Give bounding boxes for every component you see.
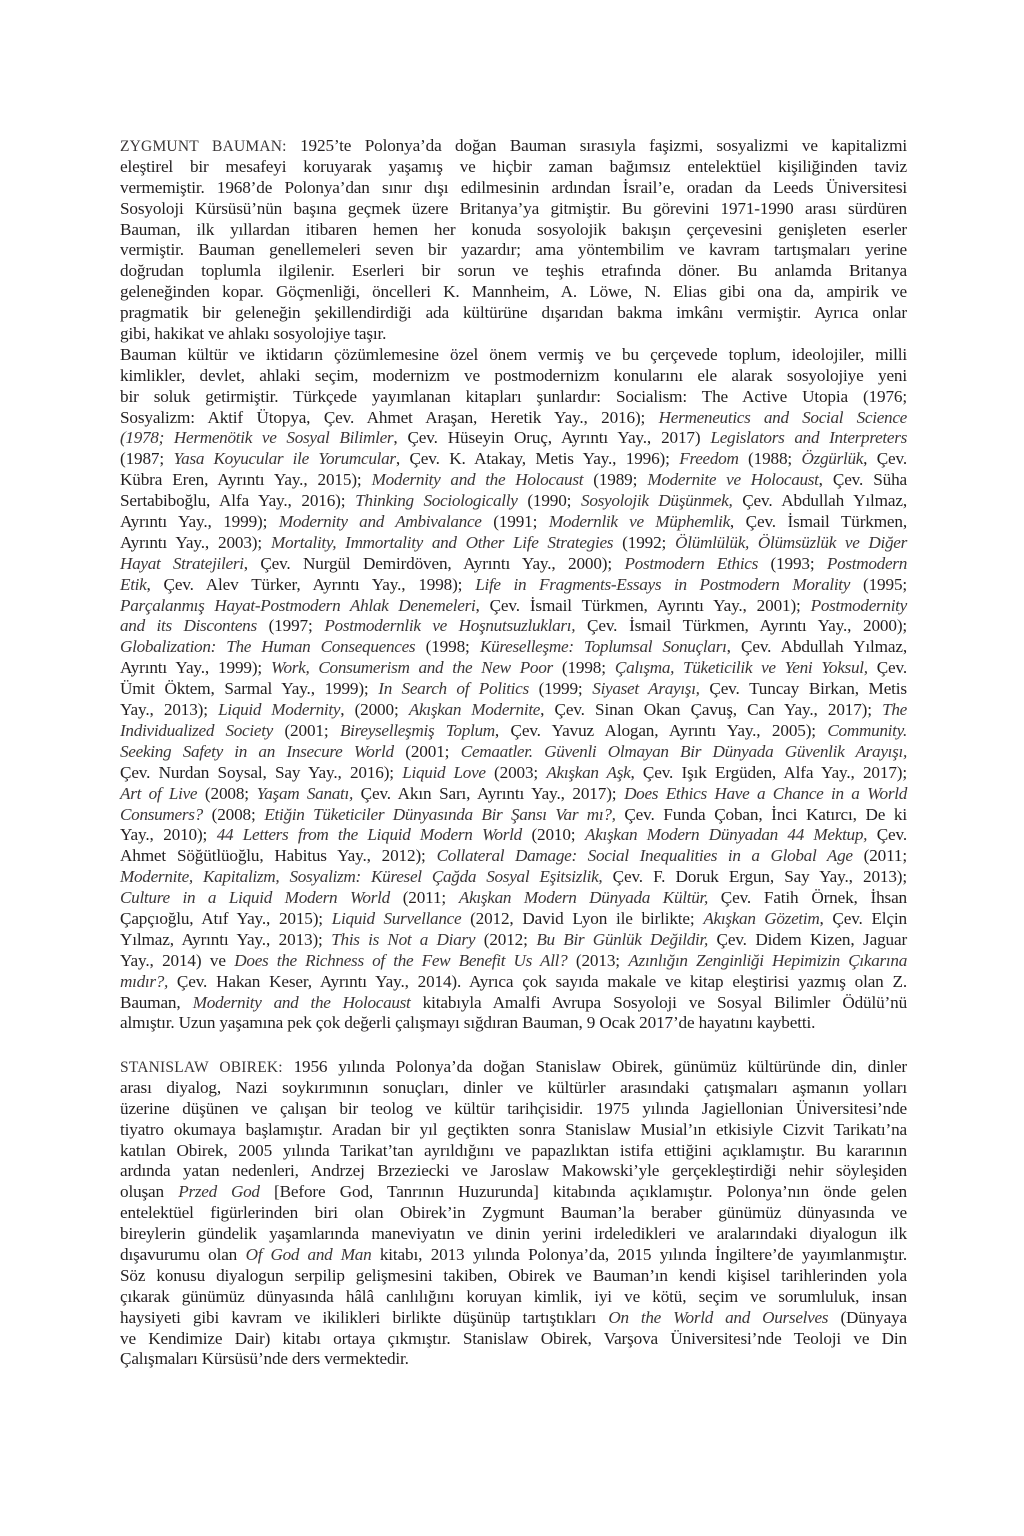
text-line	[120, 1245, 907, 1266]
body-text: Çev. Tuncay Birkan, Metis	[699, 679, 907, 699]
body-text: , (2000;	[340, 700, 409, 720]
text-line-content	[120, 408, 907, 429]
text-line-content	[120, 178, 907, 199]
body-text: kitabıyla Amalfi Avrupa Sosyoloji ve Sosyal Bilimler Ödülü’nü	[410, 992, 908, 1012]
book-title: Globalization: The Human Consequences	[120, 637, 416, 657]
text-line-content	[120, 1161, 907, 1182]
body-text: (2001;	[273, 720, 340, 740]
text-line-content	[120, 575, 907, 596]
text-line-content	[120, 846, 907, 867]
text-line	[120, 993, 907, 1014]
body-text: katılan Obirek, 2005 yılında Tarikat’tan ayrıldığını ve papazlıktan istifa ettiğini açıklamıştır. Bu kararının	[120, 1140, 907, 1160]
book-title: Does the Richness of the Few Benefit Us All?	[234, 950, 568, 970]
text-line	[120, 512, 907, 533]
body-text: (1990;	[517, 491, 582, 511]
body-text: Çev. İsmail Türkmen, Ayrıntı Yay., 2000);	[575, 616, 908, 636]
body-text: (2013;	[567, 950, 629, 970]
book-title: Postmodern	[826, 553, 907, 573]
body-text: Çev. Fatih Örnek, İhsan	[707, 888, 907, 908]
body-text: Çev. Abdullah Yılmaz,	[732, 491, 907, 511]
book-title: This is Not a Diary	[331, 929, 476, 949]
text-line	[120, 1224, 907, 1245]
text-line-content	[120, 1224, 907, 1245]
text-line-content	[120, 428, 907, 449]
body-text: (2001;	[393, 741, 461, 761]
text-line-content	[120, 763, 907, 784]
book-title: Przed God	[178, 1182, 260, 1202]
book-title: Of God and Man	[245, 1245, 372, 1265]
body-text: (1993;	[758, 553, 827, 573]
text-line	[120, 888, 907, 909]
text-line-content	[120, 1287, 907, 1308]
text-line-content	[120, 930, 907, 951]
book-title: Liquid Survellance	[331, 908, 462, 928]
text-line-content	[120, 805, 907, 826]
book-title: mıdır?,	[120, 971, 169, 991]
book-title: Postmodern Ethics	[624, 553, 759, 573]
body-text: (1988;	[738, 449, 802, 469]
text-line-content	[120, 1141, 907, 1162]
text-line-content	[120, 721, 907, 742]
text-line	[120, 763, 907, 784]
body-text: (1991;	[481, 512, 549, 532]
body-text: ardında yatan nedenleri, Andrzej Brzeziecki ve Jaroslaw Makowski’yle gerçekleştirdiği nehir söyleşiden	[120, 1161, 907, 1181]
book-title: Siyaset Arayışı,	[592, 679, 700, 699]
text-line-content	[120, 993, 907, 1014]
text-line	[120, 387, 907, 408]
text-line-content	[120, 1329, 907, 1350]
book-title: Thinking Sociologically	[355, 491, 518, 511]
book-title: Etiğin Tüketiciler Dünyasında Bir Şansı Var mı?,	[264, 804, 616, 824]
text-line-content	[120, 303, 907, 324]
text-line	[120, 303, 907, 324]
body-text: (1998;	[415, 637, 480, 657]
body-text: Yay., 2013);	[120, 700, 219, 720]
body-text: 1925’te Polonya’da doğan Bauman sırasıyla faşizmi, sosyalizmi ve kapitalizmi	[300, 136, 907, 155]
text-line	[120, 909, 907, 930]
body-text: , Çev. Işık Ergüden, Alfa Yay., 2017);	[630, 762, 907, 782]
text-line	[120, 1308, 907, 1329]
text-line	[120, 679, 907, 700]
text-line-content	[120, 1057, 907, 1079]
author-name-label: STANISLAW OBIREK:	[120, 1059, 294, 1076]
text-line	[120, 1078, 907, 1099]
text-line	[120, 533, 907, 554]
book-title: Akışkan Modern Dünyadan 44 Mektup,	[585, 825, 868, 845]
book-title: Postmodernlik ve Hoşnutsuzlukları,	[324, 616, 576, 636]
book-title: Art of Live	[120, 783, 198, 803]
book-title: Bireyselleşmiş Toplum	[339, 720, 495, 740]
text-line	[120, 805, 907, 826]
text-line-content	[120, 742, 907, 763]
body-text: çıkarak günümüz dünyasında hâlâ canlılığını koruyan kimlik, iyi ve kötü, seçim ve sorumluluk, insan	[120, 1286, 907, 1306]
body-text: (2012, David Lyon ile birlikte;	[461, 908, 704, 928]
book-title: Community.	[827, 720, 907, 740]
body-text: bireylerin gündelik yaşamlarında maneviyatın ve dinin yerini irdeledikleri ve aralarındaki diyalogun ilk	[120, 1224, 907, 1244]
text-line	[120, 491, 907, 512]
text-line	[120, 951, 907, 972]
body-text: Yay., 2014) ve	[120, 950, 235, 970]
body-text: , Çev. Hüseyin Oruç, Ayrıntı Yay., 2017)	[393, 428, 711, 448]
text-line-content	[120, 888, 907, 909]
text-line	[120, 1120, 907, 1141]
book-title: In Search of Politics	[378, 679, 529, 699]
text-line	[120, 1099, 907, 1120]
text-line	[120, 470, 907, 491]
text-line	[120, 178, 907, 199]
text-line	[120, 825, 907, 846]
book-title: Culture in a Liquid Modern World	[120, 888, 390, 908]
text-line	[120, 449, 907, 470]
text-line-content	[120, 700, 907, 721]
text-line	[120, 575, 907, 596]
text-line-content	[120, 387, 907, 408]
book-title: Liquid Love	[402, 762, 486, 782]
body-text: 1956 yılında Polonya’da doğan Stanislaw Obirek, günümüz kültüründe din, dinler	[293, 1057, 907, 1076]
body-text: , Çev. Alev Türker, Ayrıntı Yay., 1998);	[146, 574, 476, 594]
text-line	[120, 408, 907, 429]
book-title: Akışkan Modernite	[408, 700, 541, 720]
book-title: Modernite ve Holocaust	[647, 470, 819, 490]
book-title: Hermeneutics and Social Science	[658, 407, 907, 427]
book-title: Cemaatler. Güvenli Olmayan Bir Dünyada Güvenlik Arayışı,	[460, 741, 907, 761]
body-text: tiyatro okumaya başlamıştır. Aradan bir yıl geçtikten sonra Stanislaw Musial’ın etkisiyle Cizvit Tarikatı’na	[120, 1119, 907, 1139]
body-text: almıştır. Uzun yaşamına pek çok değerli çalışmayı sığdıran Bauman, 9 Ocak 2017’de hayatını kaybetti.	[120, 1013, 816, 1033]
book-title: On the World and Ourselves	[608, 1307, 829, 1327]
text-line-content	[120, 324, 907, 345]
body-text: Yılmaz, Ayrıntı Yay., 2013);	[120, 929, 332, 949]
book-title: Does Ethics Have a Chance in a World	[624, 783, 907, 803]
body-text: (1987;	[120, 449, 174, 469]
body-text: Ayrıntı Yay., 2003);	[120, 532, 272, 552]
text-line	[120, 1329, 907, 1350]
text-line	[120, 1203, 907, 1224]
book-title: Mortality, Immortality and Other Life Strategies	[271, 532, 614, 552]
text-line	[120, 220, 907, 241]
body-text: haysiyeti gibi kavram ve ikilikleri birlikte düşünüp tartıştıkları	[120, 1307, 609, 1327]
book-title: Çalışma, Tüketicilik ve Yeni Yoksul,	[614, 658, 868, 678]
text-line	[120, 616, 907, 637]
body-text: , Çev. Abdullah Yılmaz,	[726, 637, 907, 657]
body-text: Kübra Eren, Ayrıntı Yay., 2015);	[120, 470, 372, 490]
book-title: Akışkan Modern Dünyada Kültür,	[458, 888, 708, 908]
body-text: (1992;	[613, 532, 676, 552]
body-text: Çapçıoğlu, Atıf Yay., 2015);	[120, 908, 332, 928]
book-title: Özgürlük	[801, 449, 864, 469]
text-line	[120, 554, 907, 575]
text-line	[120, 366, 907, 387]
text-line-content	[120, 366, 907, 387]
body-text: Çev. Didem Kizen, Jaguar	[707, 929, 908, 949]
body-text: Söz konusu diyalogun serpilip gelişmesini takiben, Obirek ve Bauman’ın kendi kişisel tarihlerinden yola	[120, 1265, 907, 1285]
book-title: Azınlığın Zenginliği Hepimizin Çıkarına	[628, 950, 907, 970]
text-line-content	[120, 1203, 907, 1224]
body-text: Bauman kültür ve iktidarın çözümlemesine özel önem vermiş ve bu çerçevede toplum, ideolojiler, milli	[120, 344, 907, 364]
text-line	[120, 282, 907, 303]
body-text: Çev. Nurdan Soysal, Say Yay., 2016);	[120, 762, 403, 782]
text-line-content	[120, 199, 907, 220]
text-line-content	[120, 1308, 907, 1329]
book-title: Seeking Safety in an Insecure World	[120, 741, 394, 761]
body-text: (2003;	[485, 762, 547, 782]
author-name-label: ZYGMUNT BAUMAN:	[120, 138, 301, 155]
text-line	[120, 136, 907, 157]
body-text: (2008;	[202, 804, 265, 824]
text-line-content	[120, 596, 907, 617]
book-title: Liquid Modernity	[218, 700, 341, 720]
body-text: kimlikler, devlet, ahlaki seçim, modernizm ve postmodernizm konularını ele alarak sosyolojiye yeni	[120, 365, 907, 385]
book-title: Modernity and the Holocaust	[371, 470, 584, 490]
text-line	[120, 784, 907, 805]
body-text: [Before God, Tanrının Huzurunda] kitabında açıklamıştır. Polonya’nın önde gelen	[259, 1182, 907, 1202]
text-line-content	[120, 240, 907, 261]
text-line	[120, 721, 907, 742]
author-bio-zygmunt-bauman	[120, 136, 907, 1034]
book-title: Sosyolojik Düşünmek,	[581, 491, 733, 511]
text-line	[120, 1141, 907, 1162]
book-title: Modernite, Kapitalizm, Sosyalizm: Küresel Çağda Sosyal Eşitsizlik,	[120, 867, 603, 887]
text-line-content	[120, 491, 907, 512]
text-line-content	[120, 1266, 907, 1287]
body-text: Ahmet Söğütlüoğlu, Habitus Yay., 2012);	[120, 846, 437, 866]
book-title: The	[882, 700, 908, 720]
book-title: Freedom	[679, 449, 739, 469]
body-text: , Çev. İsmail Türkmen,	[729, 512, 908, 532]
body-text: , Çev. Nurgül Demirdöven, Ayrıntı Yay., 2000);	[243, 553, 625, 573]
text-line-content	[120, 345, 907, 366]
body-text: (1997;	[256, 616, 325, 636]
body-text: ve Kendimize Dair) kitabı ortaya çıkmıştır. Stanislaw Obirek, Varşova Üniversitesi’nde Teoloji ve Din	[120, 1328, 907, 1348]
text-line	[120, 596, 907, 617]
book-title: Work, Consumerism and the New Poor	[271, 658, 553, 678]
book-title: Etik	[120, 574, 147, 594]
text-line	[120, 324, 907, 345]
text-line	[120, 428, 907, 449]
text-line-content	[120, 449, 907, 470]
text-line-content	[120, 784, 907, 805]
text-line	[120, 1057, 907, 1078]
body-text: bir soluk getirmiştir. Türkçede yayımlanan kitapları şunlardır: Socialism: The Active Utopia (1976;	[120, 386, 907, 406]
body-text: geleneğinden kopar. Göçmenliği, öncelleri K. Mannheim, A. Löwe, N. Elias gibi ona da, ampirik ve	[120, 282, 907, 302]
body-text: , Çev. Yavuz Alogan, Ayrıntı Yay., 2005);	[494, 720, 828, 740]
text-line-content	[120, 261, 907, 282]
body-text: dışavurumu olan	[120, 1245, 246, 1265]
text-line-content	[120, 1013, 907, 1034]
text-line	[120, 846, 907, 867]
body-text: gibi, hakikat ve ahlakı sosyolojiye taşır.	[120, 324, 387, 344]
body-text: , Çev. İsmail Türkmen, Ayrıntı Yay., 2001);	[475, 595, 811, 615]
body-text: Sertabiboğlu, Alfa Yay., 2016);	[120, 491, 356, 511]
text-line-content	[120, 972, 907, 993]
book-title: Yaşam Sanatı,	[256, 783, 353, 803]
text-line	[120, 867, 907, 888]
body-text: entelektüel figürlerinden biri olan Obirek’in Zygmunt Bauman’la beraber günümüz dünyasında ve	[120, 1203, 907, 1223]
text-line	[120, 261, 907, 282]
book-title: Parçalanmış Hayat-Postmodern Ahlak Denemeleri	[120, 595, 476, 615]
text-line-content	[120, 136, 907, 158]
body-text: Ümit Öktem, Sarmal Yay., 1999);	[120, 679, 379, 699]
book-title: Küreselleşme: Toplumsal Sonuçları	[479, 637, 727, 657]
text-line	[120, 1266, 907, 1287]
text-line-content	[120, 867, 907, 888]
body-text: , Çev. K. Atakay, Metis Yay., 1996);	[395, 449, 680, 469]
body-text: Sosyalizm: Aktif Ütopya, Çev. Ahmet Araşan, Heretik Yay., 2016);	[120, 407, 659, 427]
book-title: 44 Letters from the Liquid Modern World	[216, 825, 522, 845]
body-text: arası diyalog, Nazi soykırımının sonuçları, dinler ve kültürler arasındaki çatışmaları aşmanın yolları	[120, 1077, 907, 1097]
body-text: (1998;	[552, 658, 615, 678]
body-text: vermiştir. Bauman genellemeleri seven bir yazardır; ama yöntembilim ve kavram tartışmaları yerine	[120, 240, 907, 260]
book-title: Ölümlülük, Ölümsüzlük ve Diğer	[675, 532, 907, 552]
book-title: Postmodernity	[810, 595, 907, 615]
body-text: Ayrıntı Yay., 1999);	[120, 512, 279, 532]
text-line	[120, 1182, 907, 1203]
body-text: Sosyoloji Kürsüsü’nün başına geçmek üzere Britanya’ya gitmiştir. Bu görevini 1971-1990 arası sürdüren	[120, 198, 907, 218]
text-line	[120, 972, 907, 993]
text-line	[120, 1161, 907, 1182]
body-text: Ayrıntı Yay., 1999);	[120, 658, 272, 678]
text-line-content	[120, 679, 907, 700]
text-line-content	[120, 157, 907, 178]
body-text: Bauman, ilk yıllardan itibaren hemen her konuda sosyolojik bakışın çerçevesini genişleten eserler	[120, 219, 907, 239]
text-line	[120, 1349, 907, 1370]
book-title: Yasa Koyucular ile Yorumcular	[173, 449, 396, 469]
book-title: Akışkan Gözetim	[703, 908, 820, 928]
body-text: (2010;	[521, 825, 585, 845]
body-text: (Dünyaya	[828, 1307, 908, 1327]
text-line	[120, 1013, 907, 1034]
text-line	[120, 157, 907, 178]
book-title: Individualized Society	[120, 720, 273, 740]
text-line-content	[120, 470, 907, 491]
book-title: Consumers?	[120, 804, 203, 824]
book-title: Modernlik ve Müphemlik	[548, 512, 730, 532]
text-line	[120, 345, 907, 366]
body-text: Çev.	[867, 658, 908, 678]
author-bio-stanislaw-obirek	[120, 1057, 907, 1370]
body-text: Çev.	[867, 825, 907, 845]
text-line	[120, 240, 907, 261]
text-line-content	[120, 951, 907, 972]
text-line-content	[120, 1245, 907, 1266]
book-title: Modernity and the Holocaust	[192, 992, 411, 1012]
body-text: oluşan	[120, 1182, 179, 1202]
book-title: Modernity and Ambivalance	[278, 512, 482, 532]
text-line-content	[120, 1349, 907, 1370]
body-text: Çev. Hakan Keser, Ayrıntı Yay., 2014). Ayrıca çok sayıda makale ve kitap eleştirisi yazmış olan Z.	[168, 971, 907, 991]
text-line-content	[120, 637, 907, 658]
body-text: (1995;	[850, 574, 908, 594]
body-text: Yay., 2010);	[120, 825, 217, 845]
book-title: Life in Fragments-Essays in Postmodern Morality	[475, 574, 851, 594]
text-line-content	[120, 1120, 907, 1141]
text-line-content	[120, 512, 907, 533]
text-line-content	[120, 282, 907, 303]
body-text: Çalışmaları Kürsüsü’nde ders vermektedir.	[120, 1349, 409, 1369]
body-text: (1999;	[528, 679, 593, 699]
body-text: , Çev. Elçin	[819, 908, 907, 928]
body-text: vermemiştir. 1968’de Polonya’dan sınır dışı edilmesinin ardından İsrail’e, oradan da Leeds Üniversitesi	[120, 177, 907, 197]
body-text: , Çev.	[863, 449, 907, 469]
body-text: Çev. Akın Sarı, Ayrıntı Yay., 2017);	[353, 783, 625, 803]
body-text: (2011;	[852, 846, 907, 866]
body-text: üzerine düşünen ve çalışan bir teolog ve kültür tarihçisidir. 1975 yılında Jagiellonian Üniversitesi’nde	[120, 1098, 907, 1118]
text-line	[120, 700, 907, 721]
book-title: (1978; Hermenötik ve Sosyal Bilimler	[120, 428, 394, 448]
body-text: kitabı, 2013 yılında Polonya’da, 2015 yılında İngiltere’de yayımlanmıştır.	[371, 1245, 907, 1265]
body-text: Bauman,	[120, 992, 193, 1012]
text-line-content	[120, 909, 907, 930]
text-line	[120, 1287, 907, 1308]
body-text: doğrudan toplumla ilgilenir. Eserleri bir sorun ve teşhis etrafında döner. Bu anlamda Britanya	[120, 261, 907, 281]
text-line	[120, 930, 907, 951]
text-line-content	[120, 1099, 907, 1120]
body-text: (1989;	[583, 470, 648, 490]
body-text: eleştirel bir mesafeyi koruyarak yaşamış ve hiçbir zaman bağımsız entelektüel kişiliğinden taviz	[120, 156, 907, 176]
text-line-content	[120, 658, 907, 679]
text-line	[120, 637, 907, 658]
book-title: Hayat Stratejileri	[120, 553, 244, 573]
text-line	[120, 742, 907, 763]
book-title: Bu Bir Günlük Değildir,	[536, 929, 708, 949]
body-text: (2012;	[475, 929, 537, 949]
body-text: pragmatik bir geleneğin şekillendirdiği ada kültürüne dışarıdan bakma imkânı vermiştir. Ayrıca onlar	[120, 303, 907, 323]
text-line-content	[120, 1078, 907, 1099]
book-title: Collateral Damage: Social Inequalities in a Global Age	[436, 846, 853, 866]
text-line-content	[120, 825, 907, 846]
body-text: Çev. Funda Çoban, İnci Katırcı, De ki	[615, 804, 907, 824]
body-text: Çev. F. Doruk Ergun, Say Yay., 2013);	[602, 867, 907, 887]
text-line-content	[120, 220, 907, 241]
body-text: (2008;	[197, 783, 257, 803]
text-line-content	[120, 616, 907, 637]
body-text: , Çev. Süha	[818, 470, 907, 490]
text-line-content	[120, 533, 907, 554]
text-line-content	[120, 1182, 907, 1203]
book-title: Akışkan Aşk	[546, 762, 631, 782]
book-title: Legislators and Interpreters	[710, 428, 907, 448]
book-title: and its Discontens	[120, 616, 257, 636]
body-text: , Çev. Sinan Okan Çavuş, Can Yay., 2017);	[540, 700, 883, 720]
text-line	[120, 658, 907, 679]
text-line-content	[120, 554, 907, 575]
text-line	[120, 199, 907, 220]
body-text: (2011;	[389, 888, 459, 908]
